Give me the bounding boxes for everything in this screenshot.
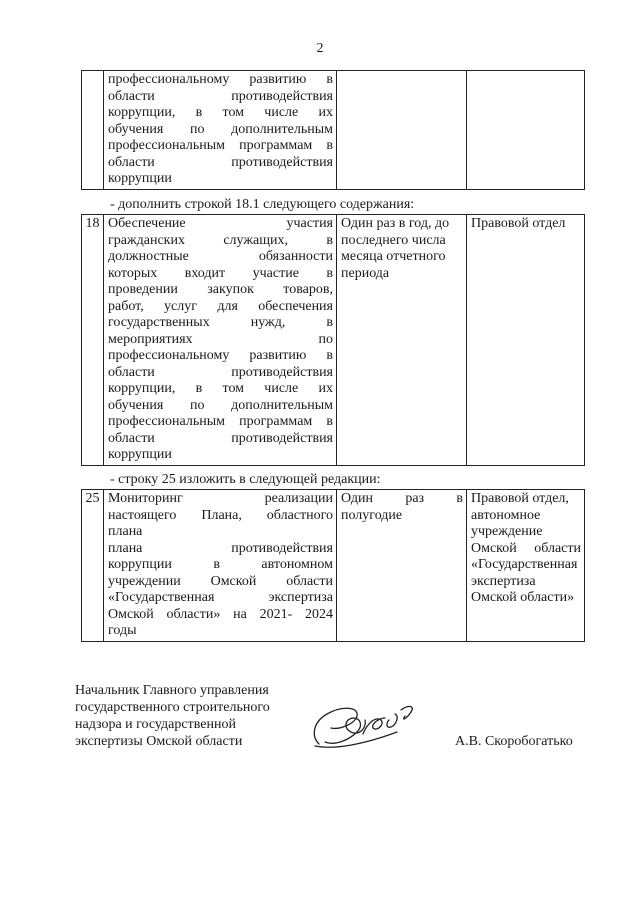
page-number: 2 (316, 41, 324, 56)
signatory-name: А.В. Скоробогатько (455, 734, 573, 749)
text-line: которых входит участие в (108, 265, 333, 281)
text-line: полугодие (341, 507, 403, 523)
text-line: должностные обязанности (108, 249, 333, 264)
text-line: гражданских служащих, в (108, 232, 333, 248)
row-number-cell (82, 71, 104, 190)
activity-cell (104, 71, 337, 190)
period-cell (337, 490, 467, 642)
text-line: учреждение (471, 524, 543, 539)
row-number-cell: 25 (82, 490, 104, 642)
text-line: области противодействия (108, 88, 333, 104)
text-line: Один раз в год, до (341, 216, 450, 231)
activity-cell (104, 490, 337, 642)
table-row-18 (81, 214, 585, 466)
table-row (82, 490, 585, 642)
text-line: Один раз в (341, 491, 463, 506)
text-line: «Государственная (471, 557, 578, 572)
period-cell (337, 215, 467, 466)
text-line: профессиональным программам в (108, 138, 333, 153)
text-line: экспертизы Омской области (75, 734, 243, 749)
text-line: Омской области» на 2021- 2024 (108, 606, 333, 622)
text-line: настоящего Плана, областного (108, 507, 333, 523)
text-line: государственных нужд, в (108, 315, 333, 330)
text-line: Обеспечение участия (108, 216, 333, 231)
text-line: Начальник Главного управления (75, 683, 269, 698)
text-line: месяца отчетного (341, 249, 446, 264)
text-line: «Государственная экспертиза (108, 590, 333, 605)
text-line: области противодействия (108, 430, 333, 446)
text-line: Правовой отдел, (471, 491, 569, 506)
text-line: Омской области» (471, 590, 575, 605)
text-line: мероприятиях по (108, 331, 333, 347)
activity-cell (104, 215, 337, 466)
responsible-cell (467, 71, 585, 190)
text-line: учреждении Омской области (108, 573, 333, 589)
amendment-18-1-intro: - дополнить строкой 18.1 следующего содержания: (110, 197, 415, 212)
text-line: коррупции (108, 171, 172, 186)
text-line: Мониторинг реализации (108, 491, 333, 506)
text-line: коррупции, в том числе их (108, 381, 333, 396)
text-line: плана (108, 524, 143, 539)
handwritten-signature (305, 694, 420, 756)
text-line: области противодействия (108, 154, 333, 170)
text-line: области противодействия (108, 364, 333, 380)
text-line: автономное (471, 507, 541, 523)
text-line: последнего числа (341, 232, 446, 248)
responsible-cell (467, 490, 585, 642)
table-row (82, 71, 585, 190)
text-line: профессиональным программам в (108, 414, 333, 429)
responsible-cell (467, 215, 585, 466)
text-line: проведении закупок товаров, (108, 282, 333, 297)
signatory-position (75, 682, 270, 750)
text-line: Правовой отдел (471, 216, 566, 231)
text-line: коррупции, в том числе их (108, 105, 333, 120)
text-line: надзора и государственной (75, 717, 236, 732)
table-continuation (81, 70, 585, 190)
text-line: годы (108, 623, 137, 638)
text-line: обучения по дополнительным (108, 121, 333, 137)
row-number-cell: 18 (82, 215, 104, 466)
text-line: коррупции (108, 447, 172, 462)
text-line: государственного строительного (75, 700, 270, 715)
period-cell (337, 71, 467, 190)
text-line: экспертиза (471, 573, 536, 589)
text-line: периода (341, 265, 390, 281)
text-line: работ, услуг для обеспечения (108, 298, 333, 314)
text-line: плана противодействия (108, 540, 333, 556)
text-line: профессиональному развитию в (108, 72, 333, 87)
text-line: коррупции в автономном (108, 557, 333, 572)
text-line: профессиональному развитию в (108, 348, 333, 363)
table-row (82, 215, 585, 466)
text-line: Омской области (471, 540, 581, 556)
table-row-25 (81, 489, 585, 642)
amendment-25-intro: - строку 25 изложить в следующей редакции: (110, 472, 381, 487)
text-line: обучения по дополнительным (108, 397, 333, 413)
